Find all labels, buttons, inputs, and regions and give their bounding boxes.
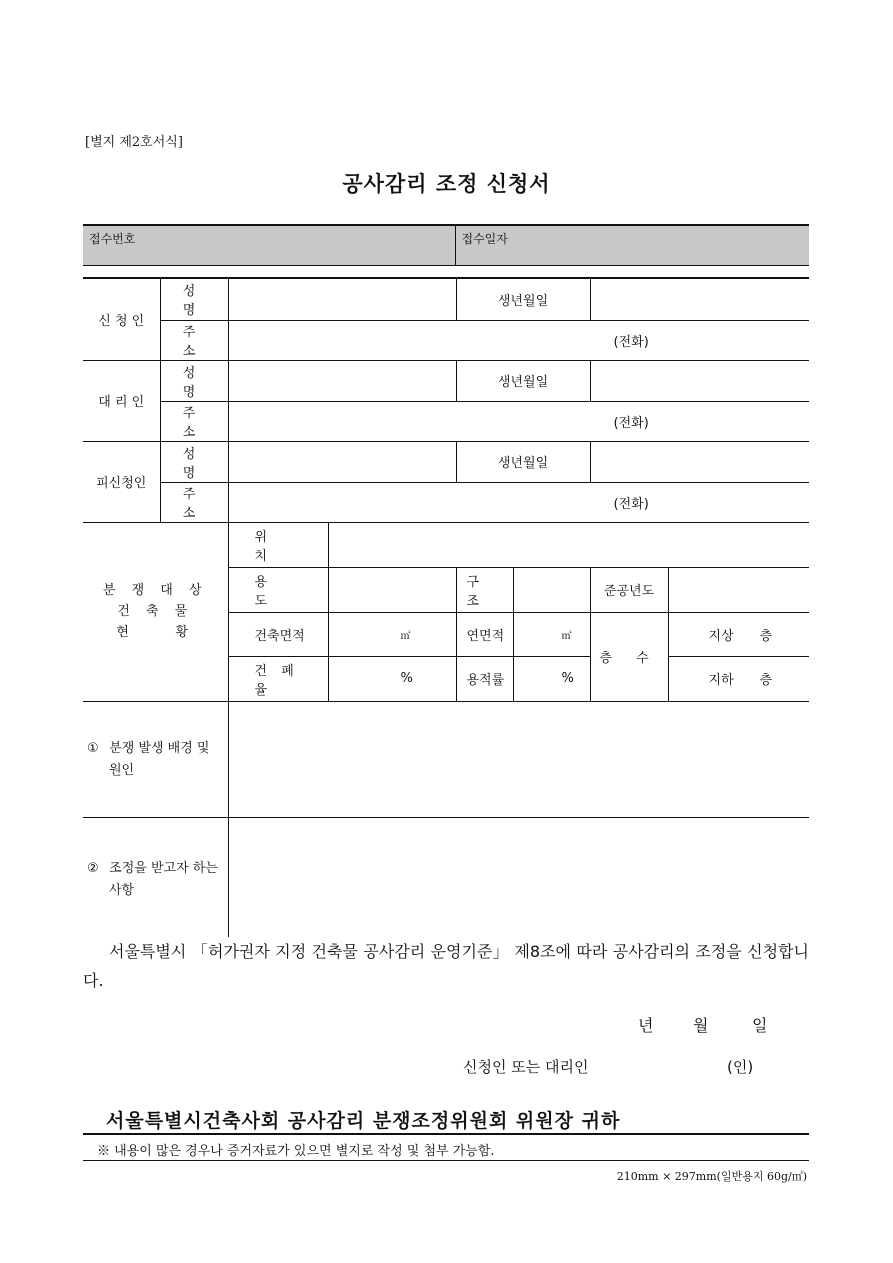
paper-spec: 210mm × 297mm(일반용지 60g/㎡) <box>616 1170 807 1183</box>
item-2-number: ② <box>87 860 99 876</box>
above-ground-label: 지상 <box>708 628 734 644</box>
signature-label: 신청인 또는 대리인 <box>463 1058 589 1076</box>
date-month[interactable]: 월 <box>693 1016 709 1035</box>
applicant-birth-field[interactable] <box>590 279 809 320</box>
building-status-line-3: 현 황 <box>116 625 195 640</box>
building-status-line-2: 건 축 물 <box>117 604 194 619</box>
agent-name-field[interactable] <box>228 360 456 401</box>
respondent-role: 피신청인 <box>83 441 160 522</box>
declaration-text: 서울특별시 「허가권자 지정 건축물 공사감리 운영기준」 제8조에 따라 공사감리의 조정을 신청합니다. <box>83 942 809 990</box>
total-floor-area-label: 연면적 <box>456 612 513 656</box>
receipt-number-cell[interactable] <box>83 226 455 266</box>
respondent-birth-field[interactable] <box>590 441 809 482</box>
item-1-field[interactable] <box>228 701 809 817</box>
footer-rule <box>83 1133 809 1135</box>
building-status-heading <box>83 522 228 701</box>
item-1-label <box>83 701 228 817</box>
receipt-bottom-rule <box>83 265 809 266</box>
above-ground-floors-cell[interactable] <box>668 612 809 656</box>
date-year[interactable]: 년 <box>638 1016 654 1035</box>
applicant-phone-label: (전화) <box>613 334 649 350</box>
applicant-name-field[interactable] <box>228 279 456 320</box>
completion-year-field[interactable] <box>668 567 809 612</box>
underground-label: 지하 <box>708 673 734 688</box>
respondent-address-field[interactable] <box>228 482 809 522</box>
addressee: 서울특별시건축사회 공사감리 분쟁조정위원회 위원장 귀하 <box>106 1110 621 1132</box>
total-floor-area-unit[interactable]: ㎡ <box>513 612 590 656</box>
attachment-note: ※ 내용이 많은 경우나 증거자료가 있으면 별지로 작성 및 첨부 가능함. <box>97 1144 495 1159</box>
form-number-label: [별지 제2호서식] <box>85 135 183 150</box>
building-area-label: 건축면적 <box>228 612 328 656</box>
item-2-label <box>83 817 228 937</box>
receipt-date-label: 접수일자 <box>461 232 508 246</box>
completion-year-label: 준공년도 <box>590 567 668 612</box>
item-1-line1: 분쟁 발생 배경 및 <box>109 740 210 756</box>
agent-birth-field[interactable] <box>590 360 809 401</box>
coverage-ratio-label: 건 폐 율 <box>228 656 328 701</box>
agent-address-label: 주 소 <box>160 401 228 441</box>
date-day[interactable]: 일 <box>752 1016 768 1035</box>
use-field[interactable] <box>328 567 456 612</box>
receipt-table <box>83 226 809 266</box>
receipt-number-label: 접수번호 <box>89 232 136 246</box>
agent-address-field[interactable] <box>228 401 809 441</box>
agent-role: 대 리 인 <box>83 360 160 441</box>
coverage-ratio-unit[interactable]: % <box>328 656 456 701</box>
above-ground-floor-unit: 층 <box>759 628 773 644</box>
agent-birth-label: 생년월일 <box>456 360 590 401</box>
applicant-role: 신 청 인 <box>83 279 160 360</box>
structure-label: 구 조 <box>456 567 513 612</box>
applicant-birth-label: 생년월일 <box>456 279 590 320</box>
applicant-name-label: 성 명 <box>160 279 228 320</box>
respondent-name-label: 성 명 <box>160 441 228 482</box>
item-1-number: ① <box>87 740 99 756</box>
item-2-line1: 조정을 받고자 하는 <box>109 860 218 876</box>
floor-area-ratio-label: 용적률 <box>456 656 513 701</box>
receipt-date-cell[interactable] <box>455 226 809 266</box>
agent-phone-label: (전화) <box>613 415 649 431</box>
note-rule <box>83 1160 809 1161</box>
location-label: 위 치 <box>228 522 328 567</box>
document-title: 공사감리 조정 신청서 <box>342 172 551 196</box>
respondent-address-label: 주 소 <box>160 482 228 522</box>
building-status-line-1: 분 쟁 대 상 <box>102 583 208 598</box>
underground-floor-unit: 층 <box>759 673 773 688</box>
respondent-phone-label: (전화) <box>613 496 649 512</box>
item-2-field[interactable] <box>228 817 809 937</box>
item-1-line2: 원인 <box>109 762 135 778</box>
item-2-line2: 사항 <box>109 882 135 898</box>
applicant-address-field[interactable] <box>228 320 809 360</box>
use-label: 용 도 <box>228 567 328 612</box>
structure-field[interactable] <box>513 567 590 612</box>
building-area-unit[interactable]: ㎡ <box>328 612 456 656</box>
floor-area-ratio-unit[interactable]: % <box>513 656 590 701</box>
agent-name-label: 성 명 <box>160 360 228 401</box>
seal-mark[interactable]: (인) <box>727 1058 754 1076</box>
location-field[interactable] <box>328 522 809 567</box>
floors-label: 층 수 <box>590 612 668 701</box>
applicant-address-label: 주 소 <box>160 320 228 360</box>
respondent-name-field[interactable] <box>228 441 456 482</box>
application-table <box>83 279 809 937</box>
underground-floors-cell[interactable] <box>668 656 809 701</box>
respondent-birth-label: 생년월일 <box>456 441 590 482</box>
